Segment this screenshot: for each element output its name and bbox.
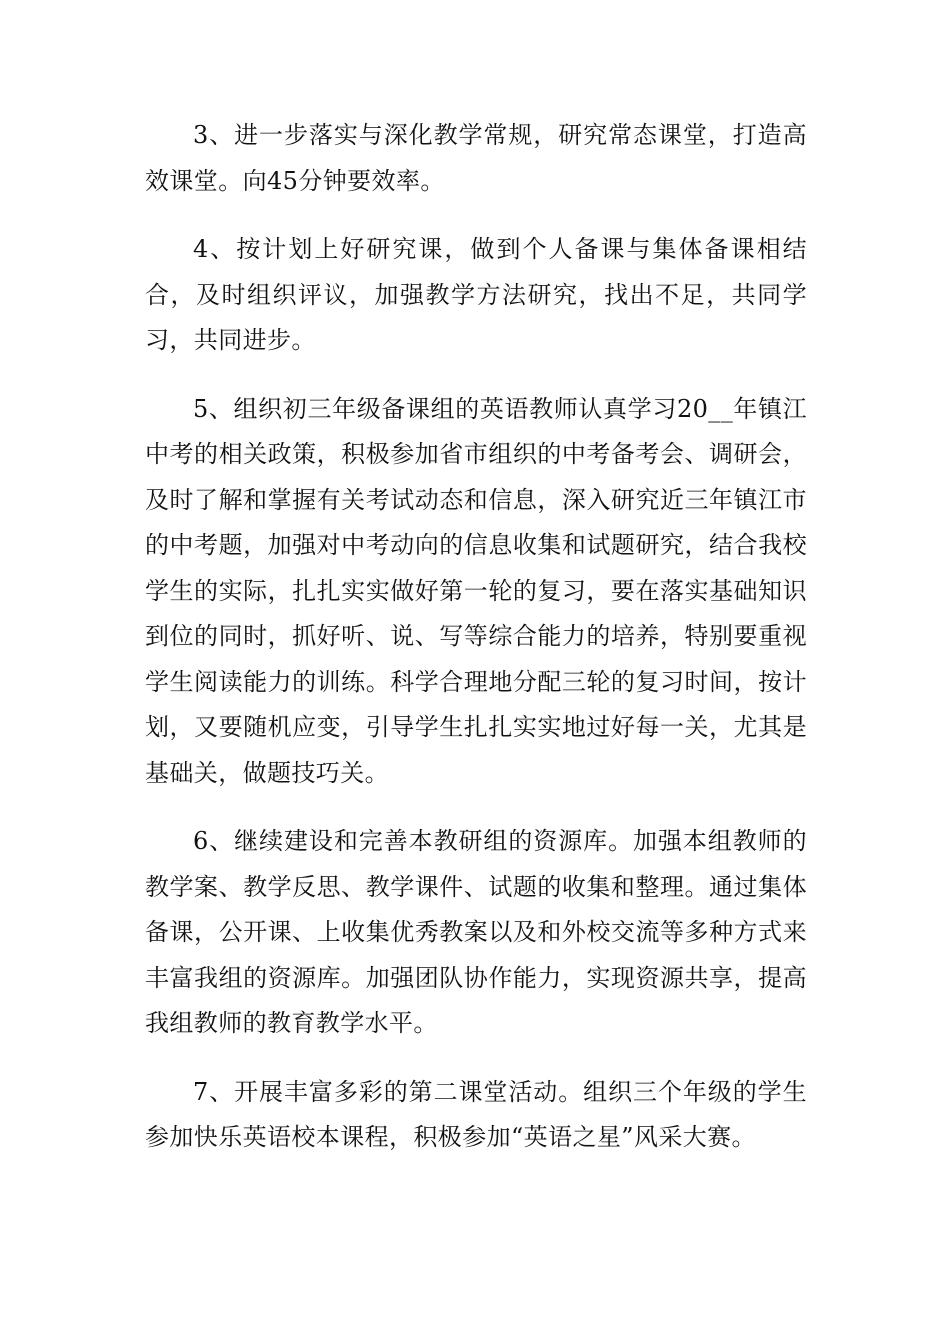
paragraph-item-3: 3、进一步落实与深化教学常规，研究常态课堂，打造高效课堂。向45分钟要效率。 [145, 121, 807, 195]
document-body [145, 113, 807, 1184]
paragraph-item-5: 5、组织初三年级备课组的英语教师认真学习20__年镇江中考的相关政策，积极参加省市组织的中考备考会、调研会，及时了解和掌握有关考试动态和信息，深入研究近三年镇江市的中考题，加强对中考动向的信息收集和试题研究，结合我校学生的实际，扎扎实实做好第一轮的复习，要在落实基础知识到位的同时，抓好听、说、写等综合能力的培养，特别要重视学生阅读能力的训练。科学合理地分配三轮的复习时间，按计划，又要随机应变，引导学生扎扎实实地过好每一关，尤其是基础关，做题技巧关。 [145, 394, 807, 787]
paragraph-item-4: 4、按计划上好研究课，做到个人备课与集体备课相结合，及时组织评议，加强教学方法研究，找出不足，共同学习，共同进步。 [145, 235, 807, 354]
paragraph-item-6: 6、继续建设和完善本教研组的资源库。加强本组教师的教学案、教学反思、教学课件、试题的收集和整理。通过集体备课，公开课、上收集优秀教案以及和外校交流等多种方式来丰富我组的资源库。加强团队协作能力，实现资源共享，提高我组教师的教育教学水平。 [145, 827, 807, 1037]
paragraph-item-7: 7、开展丰富多彩的第二课堂活动。组织三个年级的学生参加快乐英语校本课程，积极参加“英语之星”风采大赛。 [145, 1077, 807, 1151]
